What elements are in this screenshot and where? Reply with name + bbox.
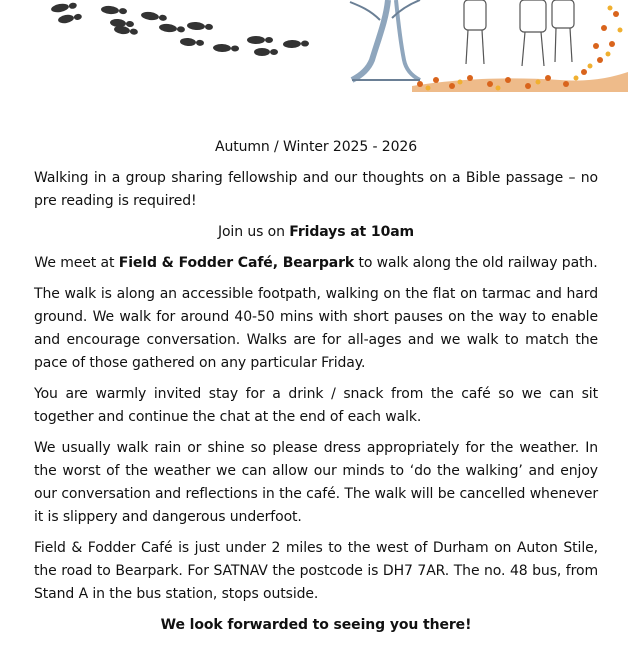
join-prefix: Join us on — [217, 224, 290, 240]
header-illustration — [0, 0, 628, 100]
directions-paragraph: Field & Fodder Café is just under 2 miles to the west of Durham on Auton Stile, the road to Bearpark. For SATNAV the postcode is DH7 7AR. The no. 48 bus, from Stand A in the bus station, stops outside. — [34, 540, 598, 602]
walkers-icon — [464, 0, 574, 66]
invite-paragraph: You are warmly invited stay for a drink / snack from the café so we can sit together and continue the chat at the end of each walk. — [34, 386, 598, 425]
weather-paragraph: We usually walk rain or shine so please dress appropriately for the weather. In the worst of the weather we can allow our minds to ‘do the walking’ and enjoy our conversation and reflections in the café. The walk will be cancelled whenever it is slippery and dangerous underfoot. — [34, 440, 598, 525]
tree-icon — [350, 0, 420, 80]
join-time: Fridays at 10am — [289, 224, 415, 240]
intro-paragraph: Walking in a group sharing fellowship and our thoughts on a Bible passage – no pre reading is required! — [34, 170, 598, 209]
meet-prefix: We meet at — [34, 255, 119, 271]
meet-place: Field & Fodder Café, Bearpark — [118, 255, 355, 271]
meet-line — [34, 252, 598, 275]
join-line — [34, 221, 598, 244]
flyer-body — [34, 136, 598, 645]
footprints-icon — [50, 1, 309, 56]
season-line: Autumn / Winter 2025 - 2026 — [214, 139, 418, 155]
meet-suffix: to walk along the old railway path. — [354, 255, 598, 271]
closing-line: We look forwarded to seeing you there! — [160, 617, 472, 633]
walk-paragraph: The walk is along an accessible footpath, walking on the flat on tarmac and hard ground. We walk for around 40-50 mins with short pauses on the way to enable and encourage conversation. Walks are for all-ages and we walk to match the pace of those gathered on any particular Friday. — [34, 286, 598, 371]
